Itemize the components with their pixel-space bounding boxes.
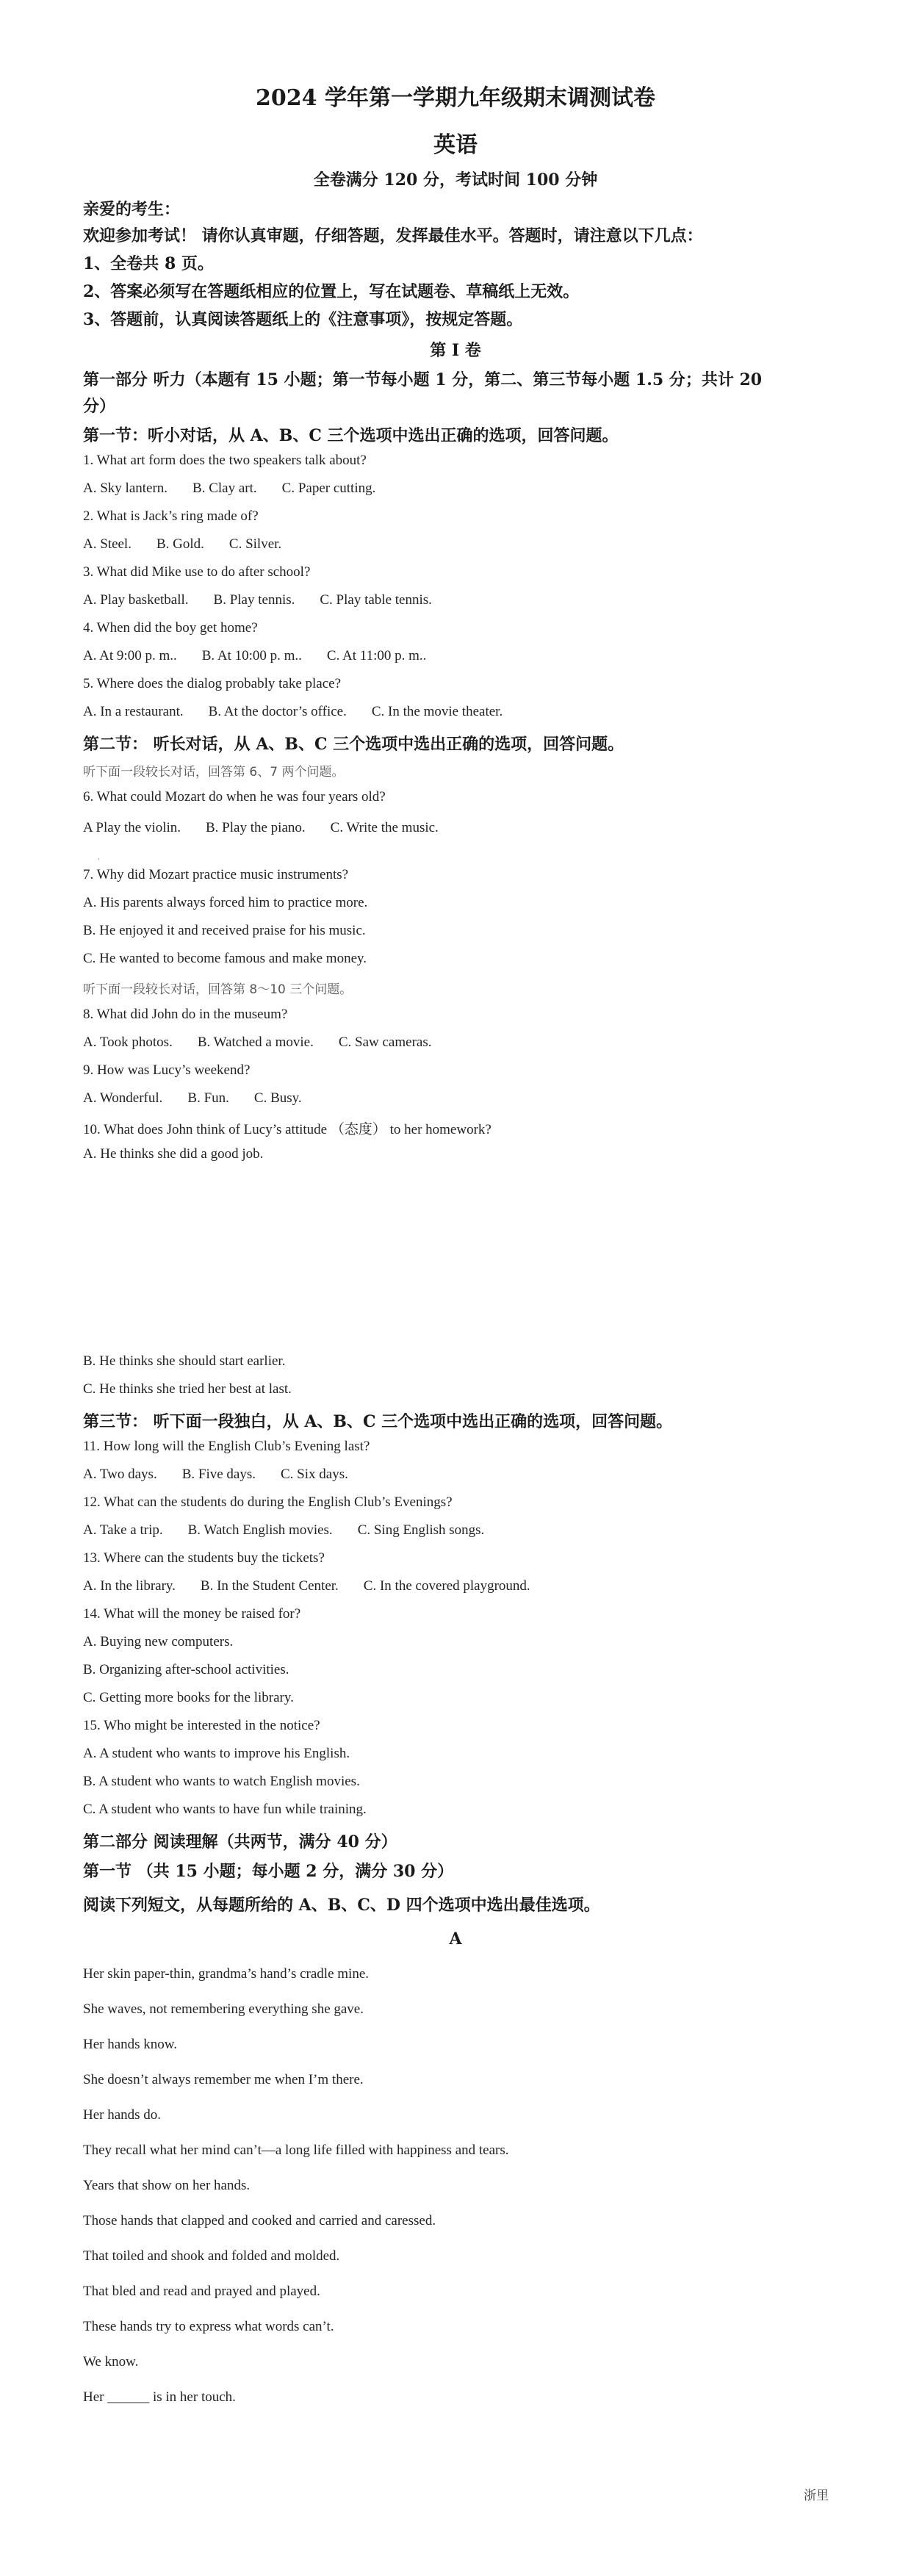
poem-line-3: Her hands know. (83, 2037, 178, 2052)
poem-line-9: That toiled and shook and folded and molded. (83, 2248, 340, 2264)
question-2: 2. What is Jack’s ring made of? (83, 508, 259, 524)
options-6 (83, 820, 464, 836)
option-a: A. Take a trip. (83, 1522, 163, 1538)
option-c: C. Silver. (228, 536, 282, 552)
rule-1: 1、全卷共 8 页。 (83, 254, 214, 273)
option-a: A Play the violin. (83, 820, 181, 835)
section2-note-2: 听下面一段较长对话，回答第 8～10 三个问题。 (83, 982, 353, 997)
option-15a: A. A student who wants to improve his English. (83, 1746, 350, 1761)
option-7b: B. He enjoyed it and received praise for his music. (83, 923, 366, 938)
option-c: C. In the covered playground. (363, 1578, 530, 1594)
option-b: B. Watched a movie. (197, 1035, 314, 1050)
option-10b: B. He thinks she should start earlier. (83, 1353, 286, 1369)
part1-heading: 第一部分 听力（本题有 15 小题；第一节每小题 1 分，第二、第三节每小题 1.5 分；共计 20 (83, 370, 763, 389)
volume-label: 第 I 卷 (430, 341, 481, 360)
question-4: 4. When did the boy get home? (83, 620, 258, 636)
option-c: C. Saw cameras. (338, 1035, 432, 1050)
options-13 (83, 1578, 555, 1594)
option-a: A. At 9:00 p. m.. (83, 648, 177, 663)
option-c: C. Paper cutting. (281, 481, 376, 496)
question-9: 9. How was Lucy’s weekend? (83, 1062, 251, 1078)
question-10: 10. What does John think of Lucy’s attitude （态度） to her homework? (83, 1122, 491, 1137)
section3-heading: 第三节： 听下面一段独白，从 A、B、C 三个选项中选出正确的选项，回答问题。 (83, 1412, 673, 1431)
poem-line-1: Her skin paper-thin, grandma’s hand’s cradle mine. (83, 1966, 369, 1982)
option-15c: C. A student who wants to have fun while training. (83, 1802, 367, 1817)
question-14: 14. What will the money be raised for? (83, 1606, 301, 1622)
option-b: B. Clay art. (192, 481, 257, 496)
option-14b: B. Organizing after-school activities. (83, 1662, 289, 1677)
question-13: 13. Where can the students buy the tickets? (83, 1550, 325, 1566)
option-a: A. Wonderful. (83, 1090, 163, 1106)
option-a: A. Took photos. (83, 1035, 173, 1050)
option-c: C. Play table tennis. (320, 592, 432, 608)
options-5 (83, 704, 527, 720)
question-8: 8. What did John do in the museum? (83, 1007, 288, 1022)
option-a: A. In a restaurant. (83, 704, 184, 719)
poem-line-11: These hands try to express what words can’t. (83, 2319, 334, 2334)
option-b: B. At 10:00 p. m.. (201, 648, 302, 663)
question-15: 15. Who might be interested in the notice? (83, 1718, 320, 1733)
option-a: A. Play basketball. (83, 592, 189, 608)
stray-mark: ' (98, 858, 100, 866)
option-b: B. Watch English movies. (187, 1522, 333, 1538)
section2-note-1: 听下面一段较长对话，回答第 6、7 两个问题。 (83, 765, 345, 780)
poem-line-6: They recall what her mind can’t—a long life filled with happiness and tears. (83, 2143, 509, 2158)
options-11 (83, 1467, 373, 1483)
question-5: 5. Where does the dialog probably take place? (83, 676, 342, 691)
question-1: 1. What art form does the two speakers talk about? (83, 453, 367, 468)
poem-line-2: She waves, not remembering everything she gave. (83, 2001, 364, 2017)
options-8 (83, 1035, 456, 1051)
greeting: 亲爱的考生： (83, 200, 181, 219)
part2-section1-heading: 第一节 （共 15 小题；每小题 2 分，满分 30 分） (83, 1862, 454, 1881)
option-b: B. Five days. (181, 1467, 256, 1482)
option-b: B. Gold. (156, 536, 204, 552)
poem-line-10: That bled and read and prayed and played. (83, 2284, 320, 2299)
option-a: A. Steel. (83, 536, 132, 552)
option-b: B. At the doctor’s office. (208, 704, 347, 719)
poem-line-12: We know. (83, 2354, 139, 2370)
exam-title: 2024 学年第一学期九年级期末调测试卷 (256, 85, 655, 111)
option-c: C. Six days. (281, 1467, 348, 1482)
option-c: C. In the movie theater. (371, 704, 503, 719)
question-6: 6. What could Mozart do when he was four years old? (83, 789, 386, 805)
rule-2: 2、答案必须写在答题纸相应的位置上，写在试题卷、草稿纸上无效。 (83, 282, 580, 301)
rule-3: 3、答题前，认真阅读答题纸上的《注意事项》，按规定答题。 (83, 310, 523, 329)
poem-line-13: Her ______ is in her touch. (83, 2389, 236, 2405)
question-12: 12. What can the students do during the English Club’s Evenings? (83, 1494, 453, 1510)
option-14a: A. Buying new computers. (83, 1634, 234, 1649)
score-info: 全卷满分 120 分，考试时间 100 分钟 (313, 170, 598, 190)
options-3 (83, 592, 457, 608)
footer-region-label: 浙里 (804, 2489, 829, 2503)
option-b: B. Fun. (187, 1090, 229, 1106)
option-c: C. Busy. (253, 1090, 302, 1106)
option-b: B. Play the piano. (206, 820, 306, 835)
options-12 (83, 1522, 509, 1539)
reading-instruction: 阅读下列短文，从每题所给的 A、B、C、D 四个选项中选出最佳选项。 (83, 1896, 600, 1915)
option-b: B. Play tennis. (213, 592, 295, 608)
options-4 (83, 648, 451, 664)
option-b: B. In the Student Center. (200, 1578, 339, 1594)
option-7a: A. His parents always forced him to practice more. (83, 895, 368, 910)
option-10c: C. He thinks she tried her best at last. (83, 1381, 292, 1397)
part2-heading: 第二部分 阅读理解（共两节，满分 40 分） (83, 1832, 397, 1852)
poem-line-7: Years that show on her hands. (83, 2178, 251, 2193)
options-1 (83, 481, 400, 497)
question-11: 11. How long will the English Club’s Evening last? (83, 1439, 370, 1454)
option-c: C. At 11:00 p. m.. (326, 648, 427, 663)
poem-line-5: Her hands do. (83, 2107, 162, 2123)
option-14c: C. Getting more books for the library. (83, 1690, 294, 1705)
question-7: 7. Why did Mozart practice music instruments? (83, 867, 349, 882)
option-c: C. Sing English songs. (357, 1522, 485, 1538)
options-2 (83, 536, 306, 553)
option-a: A. Sky lantern. (83, 481, 168, 496)
option-15b: B. A student who wants to watch English movies. (83, 1774, 360, 1789)
passage-label: A (449, 1929, 462, 1949)
part1-heading-cont: 分） (83, 397, 116, 416)
option-a: A. In the library. (83, 1578, 176, 1594)
poem-line-4: She doesn’t always remember me when I’m there. (83, 2072, 364, 2087)
question-3: 3. What did Mike use to do after school? (83, 564, 311, 580)
section1-heading: 第一节：听小对话，从 A、B、C 三个选项中选出正确的选项，回答问题。 (83, 426, 619, 445)
welcome-text: 欢迎参加考试！ 请你认真审题，仔细答题，发挥最佳水平。答题时，请注意以下几点： (83, 226, 703, 245)
poem-line-8: Those hands that clapped and cooked and carried and caressed. (83, 2213, 436, 2228)
option-a: A. Two days. (83, 1467, 157, 1482)
options-9 (83, 1090, 327, 1107)
subject-title: 英语 (433, 132, 478, 158)
option-10a: A. He thinks she did a good job. (83, 1146, 264, 1162)
option-c: C. Write the music. (330, 820, 439, 835)
section2-heading: 第二节： 听长对话，从 A、B、C 三个选项中选出正确的选项，回答问题。 (83, 735, 624, 754)
option-7c: C. He wanted to become famous and make money. (83, 951, 367, 966)
